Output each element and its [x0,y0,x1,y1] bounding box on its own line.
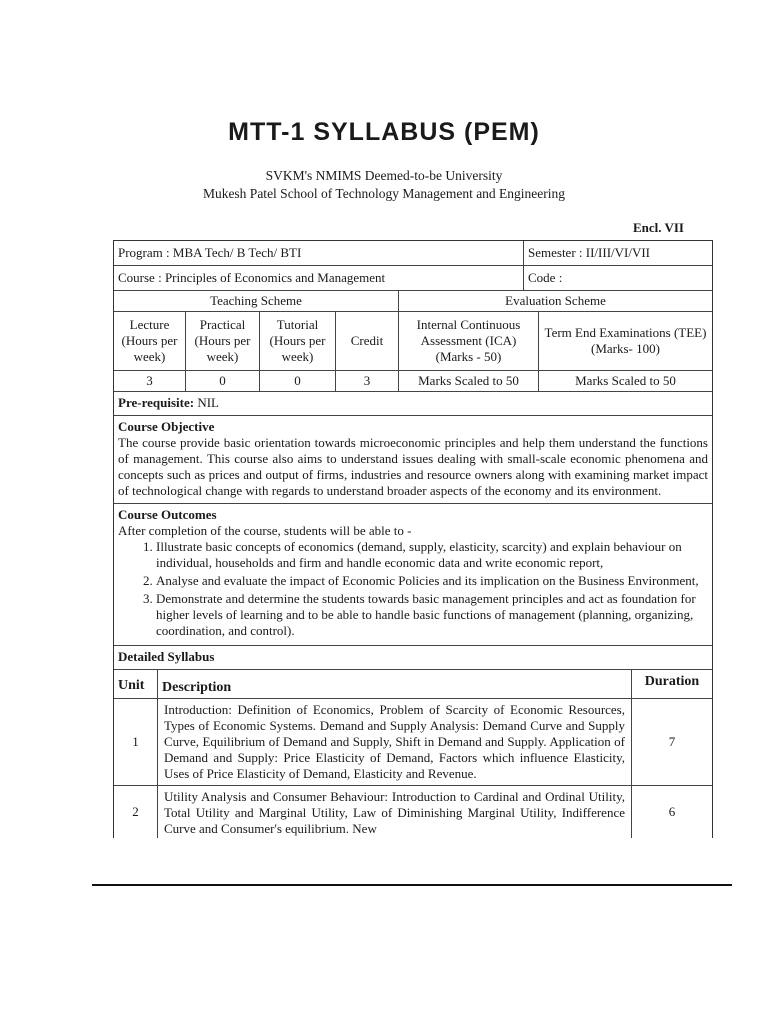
unit-description: Utility Analysis and Consumer Behaviour: Introduction to Cardinal and Ordinal Utility, Total Utility and Marginal Utility, Law of Diminishing Marginal Utility, Indifference Curve and Consumer's equilibrium. New [158,786,632,838]
scheme-values-row [114,371,712,392]
outcome-item: 1. Illustrate basic concepts of economics (demand, supply, elasticity, scarcity) and explain behaviour on individual, households and firm and handle economic data and write economic report, [156,539,708,571]
outcome-item: 3. Demonstrate and determine the students towards basic management principles and act as foundation for higher levels of learning and to be able to handle basic functions of management (planning, organizing, coordination, and control). [156,591,708,639]
unit-header: Unit [114,670,158,698]
course-cell: Course : Principles of Economics and Management [114,266,524,290]
program-row [114,241,712,266]
unit-number: 1 [114,699,158,785]
lecture-value: 3 [114,371,186,391]
ica-value: Marks Scaled to 50 [399,371,539,391]
prerequisite-block [114,392,712,416]
syllabus-header-row [114,670,712,699]
syllabus-row [114,786,712,838]
evaluation-scheme-heading: Evaluation Scheme [505,293,606,308]
credit-header: Credit [336,312,399,370]
tee-header: Term End Examinations (TEE) (Marks- 100) [544,325,707,356]
unit-duration: 7 [668,734,676,749]
university-name: SVKM's NMIMS Deemed-to-be University [265,168,503,183]
syllabus-document [113,240,713,838]
tee-value: Marks Scaled to 50 [575,373,676,388]
page-divider [92,884,732,886]
outcomes-heading: Course Outcomes [118,507,217,522]
description-header: Description [158,670,632,698]
code-cell: Code : [528,270,563,285]
credit-value: 3 [336,371,399,391]
course-row [114,266,712,291]
prerequisite-label: Pre-requisite: [118,395,195,410]
practical-value: 0 [186,371,260,391]
objective-block [114,416,712,504]
program-cell: Program : MBA Tech/ B Tech/ BTI [114,241,524,265]
unit-description: Introduction: Definition of Economics, Problem of Scarcity of Economic Resources, Types of Economic Systems. Demand and Supply Analysis: Demand Curve and Supply Curve, Equilibrium of Demand and Supply, Shift in Demand and Supply. Application of Demand and Supply: Price Elasticity of Demand, Factors which influence Elasticity, Uses of Price Elasticity of Demand, Elasticity and Revenue. [158,699,632,785]
outcomes-intro: After completion of the course, students will be able to - [118,523,412,538]
semester-cell: Semester : II/III/VI/VII [528,245,651,260]
tutorial-header: Tutorial (Hours per week) [260,312,336,370]
objective-text: The course provide basic orientation towards microeconomic principles and help them understand the functions of management. This course also aims to understand issues dealing with small-scale economic phenomena and concepts such as prices and output of firms, industries and resource owners along with examining market impact of technological change with regards to understand broader aspects of the economy and its environment. [118,435,708,498]
tutorial-value: 0 [260,371,336,391]
lecture-header: Lecture (Hours per week) [114,312,186,370]
outcomes-block [114,504,712,646]
ica-header: Internal Continuous Assessment (ICA) (Marks - 50) [399,312,539,370]
teaching-scheme-heading: Teaching Scheme [114,291,399,311]
prerequisite-value: NIL [197,395,219,410]
syllabus-row [114,699,712,786]
practical-header: Practical (Hours per week) [186,312,260,370]
scheme-header-row [114,312,712,371]
school-name: Mukesh Patel School of Technology Management and Engineering [202,186,566,201]
outcome-item: 2. Analyse and evaluate the impact of Economic Policies and its implication on the Business Environment, [156,573,708,589]
unit-duration: 6 [668,804,676,819]
detailed-syllabus-heading: Detailed Syllabus [114,646,712,670]
outcomes-list [118,539,708,639]
objective-heading: Course Objective [118,419,215,434]
unit-number: 2 [114,786,158,838]
duration-header: Duration [644,674,700,689]
page-title: MTT-1 SYLLABUS (PEM) [228,118,540,146]
enclosure-label: Encl. VII [632,220,684,235]
scheme-row [114,291,712,312]
